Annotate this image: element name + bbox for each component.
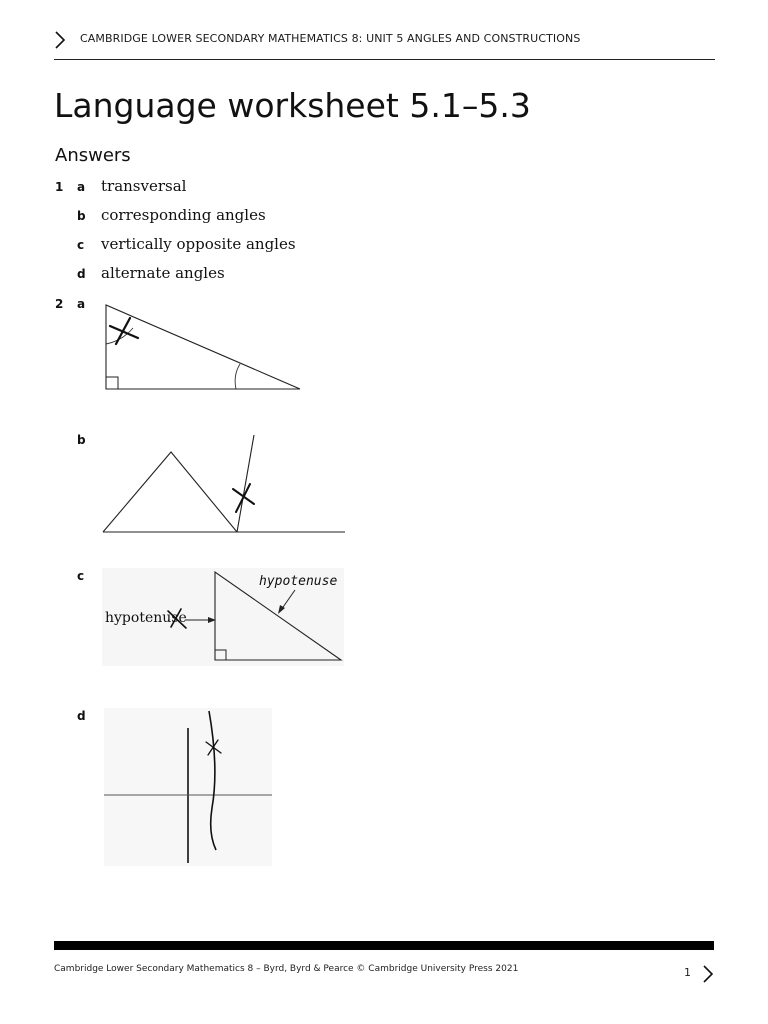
- chevron-right-icon: [54, 30, 66, 50]
- q1-part-c-answer: vertically opposite angles: [101, 235, 296, 253]
- q2-part-b-letter: b: [77, 433, 86, 447]
- question-number-2: 2: [55, 297, 64, 311]
- q2-part-c-letter: c: [77, 569, 85, 583]
- q1-part-a-letter: a: [77, 180, 86, 194]
- cross-mark-icon: [233, 484, 254, 512]
- page-title: Language worksheet 5.1–5.3: [54, 86, 531, 125]
- q2-part-d-letter: d: [77, 709, 86, 723]
- header-title: CAMBRIDGE LOWER SECONDARY MATHEMATICS 8: UNIT 5 ANGLES AND CONSTRUCTIONS: [80, 32, 581, 45]
- footer-bar: [54, 941, 714, 950]
- page-number: 1: [684, 966, 691, 979]
- q2b-triangle-exterior-diagram: [100, 432, 350, 536]
- q1-part-d-letter: d: [77, 267, 86, 281]
- q1-part-d-answer: alternate angles: [101, 264, 225, 282]
- q2d-perpendicular-lines-diagram: [100, 708, 280, 868]
- q2c-printed-label: hypotenuse: [105, 610, 187, 626]
- header-divider: [54, 59, 715, 60]
- page-subtitle: Answers: [55, 145, 131, 166]
- q2-part-a-letter: a: [77, 297, 86, 311]
- q2c-handwritten-label: hypotenuse: [259, 574, 338, 589]
- q1-part-a-answer: transversal: [101, 177, 187, 195]
- footer-copyright: Cambridge Lower Secondary Mathematics 8 – Byrd, Byrd & Pearce © Cambridge University Press 2021: [54, 964, 519, 974]
- q2a-right-triangle-diagram: [100, 300, 310, 395]
- question-number-1: 1: [55, 180, 64, 194]
- q1-part-b-letter: b: [77, 209, 86, 223]
- q1-part-c-letter: c: [77, 238, 85, 252]
- cross-mark-icon: [110, 318, 138, 344]
- q1-part-b-answer: corresponding angles: [101, 206, 266, 224]
- next-page-chevron-icon[interactable]: [702, 964, 714, 984]
